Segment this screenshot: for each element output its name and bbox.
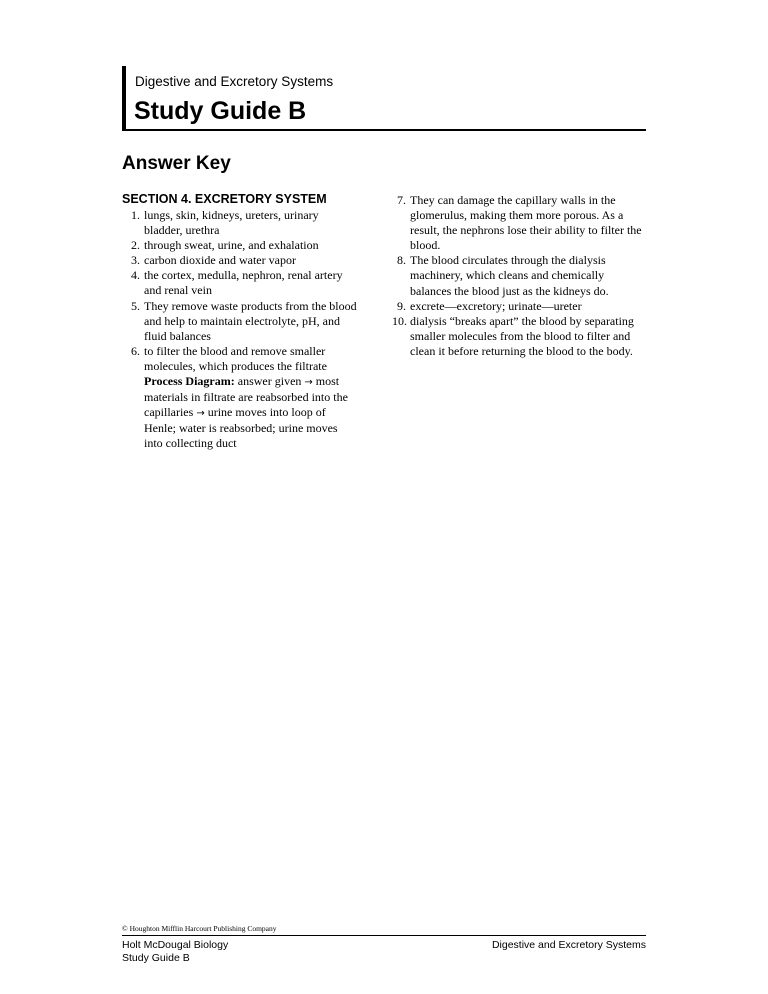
footer-chapter-name: Digestive and Excretory Systems [491,939,646,951]
answer-text: through sweat, urine, and exhalation [144,238,319,253]
answer-item: 6. to filter the blood and remove smaller molecules, which produces the filtrate Process Diagram: answer given → most materials in filtrate are reabsorbed into the capillaries → urine moves into loop of Henle; water is reabsorbed; urine moves into collecting duct [131,343,348,451]
answer-item: 8. The blood circulates through the dialysis machinery, which cleans and chemically balances the blood just as the kidneys do. [397,253,609,298]
answer-key-title: Answer Key [122,153,231,174]
answer-text: dialysis “breaks apart” the blood by separating smaller molecules from the blood to filter and clean it before returning the blood to the body. [410,313,634,358]
answer-item: 5. They remove waste products from the blood and help to maintain electrolyte, pH, and fluid balances [131,298,357,343]
guide-name: Study Guide B [122,951,190,964]
answers-left-column [126,208,358,452]
answer-text: excrete—excretory; urinate—ureter [410,298,582,313]
answer-text: the cortex, medulla, nephron, renal artery and renal vein [144,268,343,298]
answer-text: carbon dioxide and water vapor [144,253,296,268]
answer-item: 9. excrete—excretory; urinate—ureter [397,298,582,313]
page-header [122,66,646,131]
answers-right-column [392,193,644,359]
process-diagram-label: Process Diagram: [144,374,235,389]
answer-item: 3. carbon dioxide and water vapor [131,253,296,268]
answer-text: They can damage the capillary walls in the glomerulus, making them more porous. As a result, the nephrons lose their ability to filter the blood. [410,193,642,253]
answer-text: They remove waste products from the blood and help to maintain electrolyte, pH, and fluid balances [144,298,357,343]
answer-item: 2. through sweat, urine, and exhalation [131,238,319,253]
book-title: Holt McDougal Biology [122,939,229,951]
answer-text: lungs, skin, kidneys, ureters, urinary bladder, urethra [144,208,319,238]
header-rule [122,129,646,131]
arrow-icon: → [196,408,205,420]
answer-item: 10. dialysis “breaks apart” the blood by separating smaller molecules from the blood to filter and clean it before returning the blood to the body. [392,313,634,358]
answer-item: 1. lungs, skin, kidneys, ureters, urinary bladder, urethra [131,208,319,238]
answer-text: to filter the blood and remove smaller molecules, which produces the filtrate [144,343,327,373]
header-bar [122,66,126,131]
section-heading: SECTION 4. EXCRETORY SYSTEM [122,192,327,206]
footer-book-info [122,939,228,964]
answer-item: 4. the cortex, medulla, nephron, renal artery and renal vein [131,268,343,298]
answer-text: The blood circulates through the dialysis machinery, which cleans and chemically balances the blood just as the kidneys do. [410,253,609,298]
copyright-notice: © Houghton Mifflin Harcourt Publishing Company [122,924,277,933]
chapter-title: Digestive and Excretory Systems [135,74,334,89]
footer-rule [122,935,646,936]
answer-item: 7. They can damage the capillary walls in the glomerulus, making them more porous. As a result, the nephrons lose their ability to filter the blood. [397,193,642,253]
arrow-icon: → [304,377,313,389]
guide-title: Study Guide B [134,97,307,125]
